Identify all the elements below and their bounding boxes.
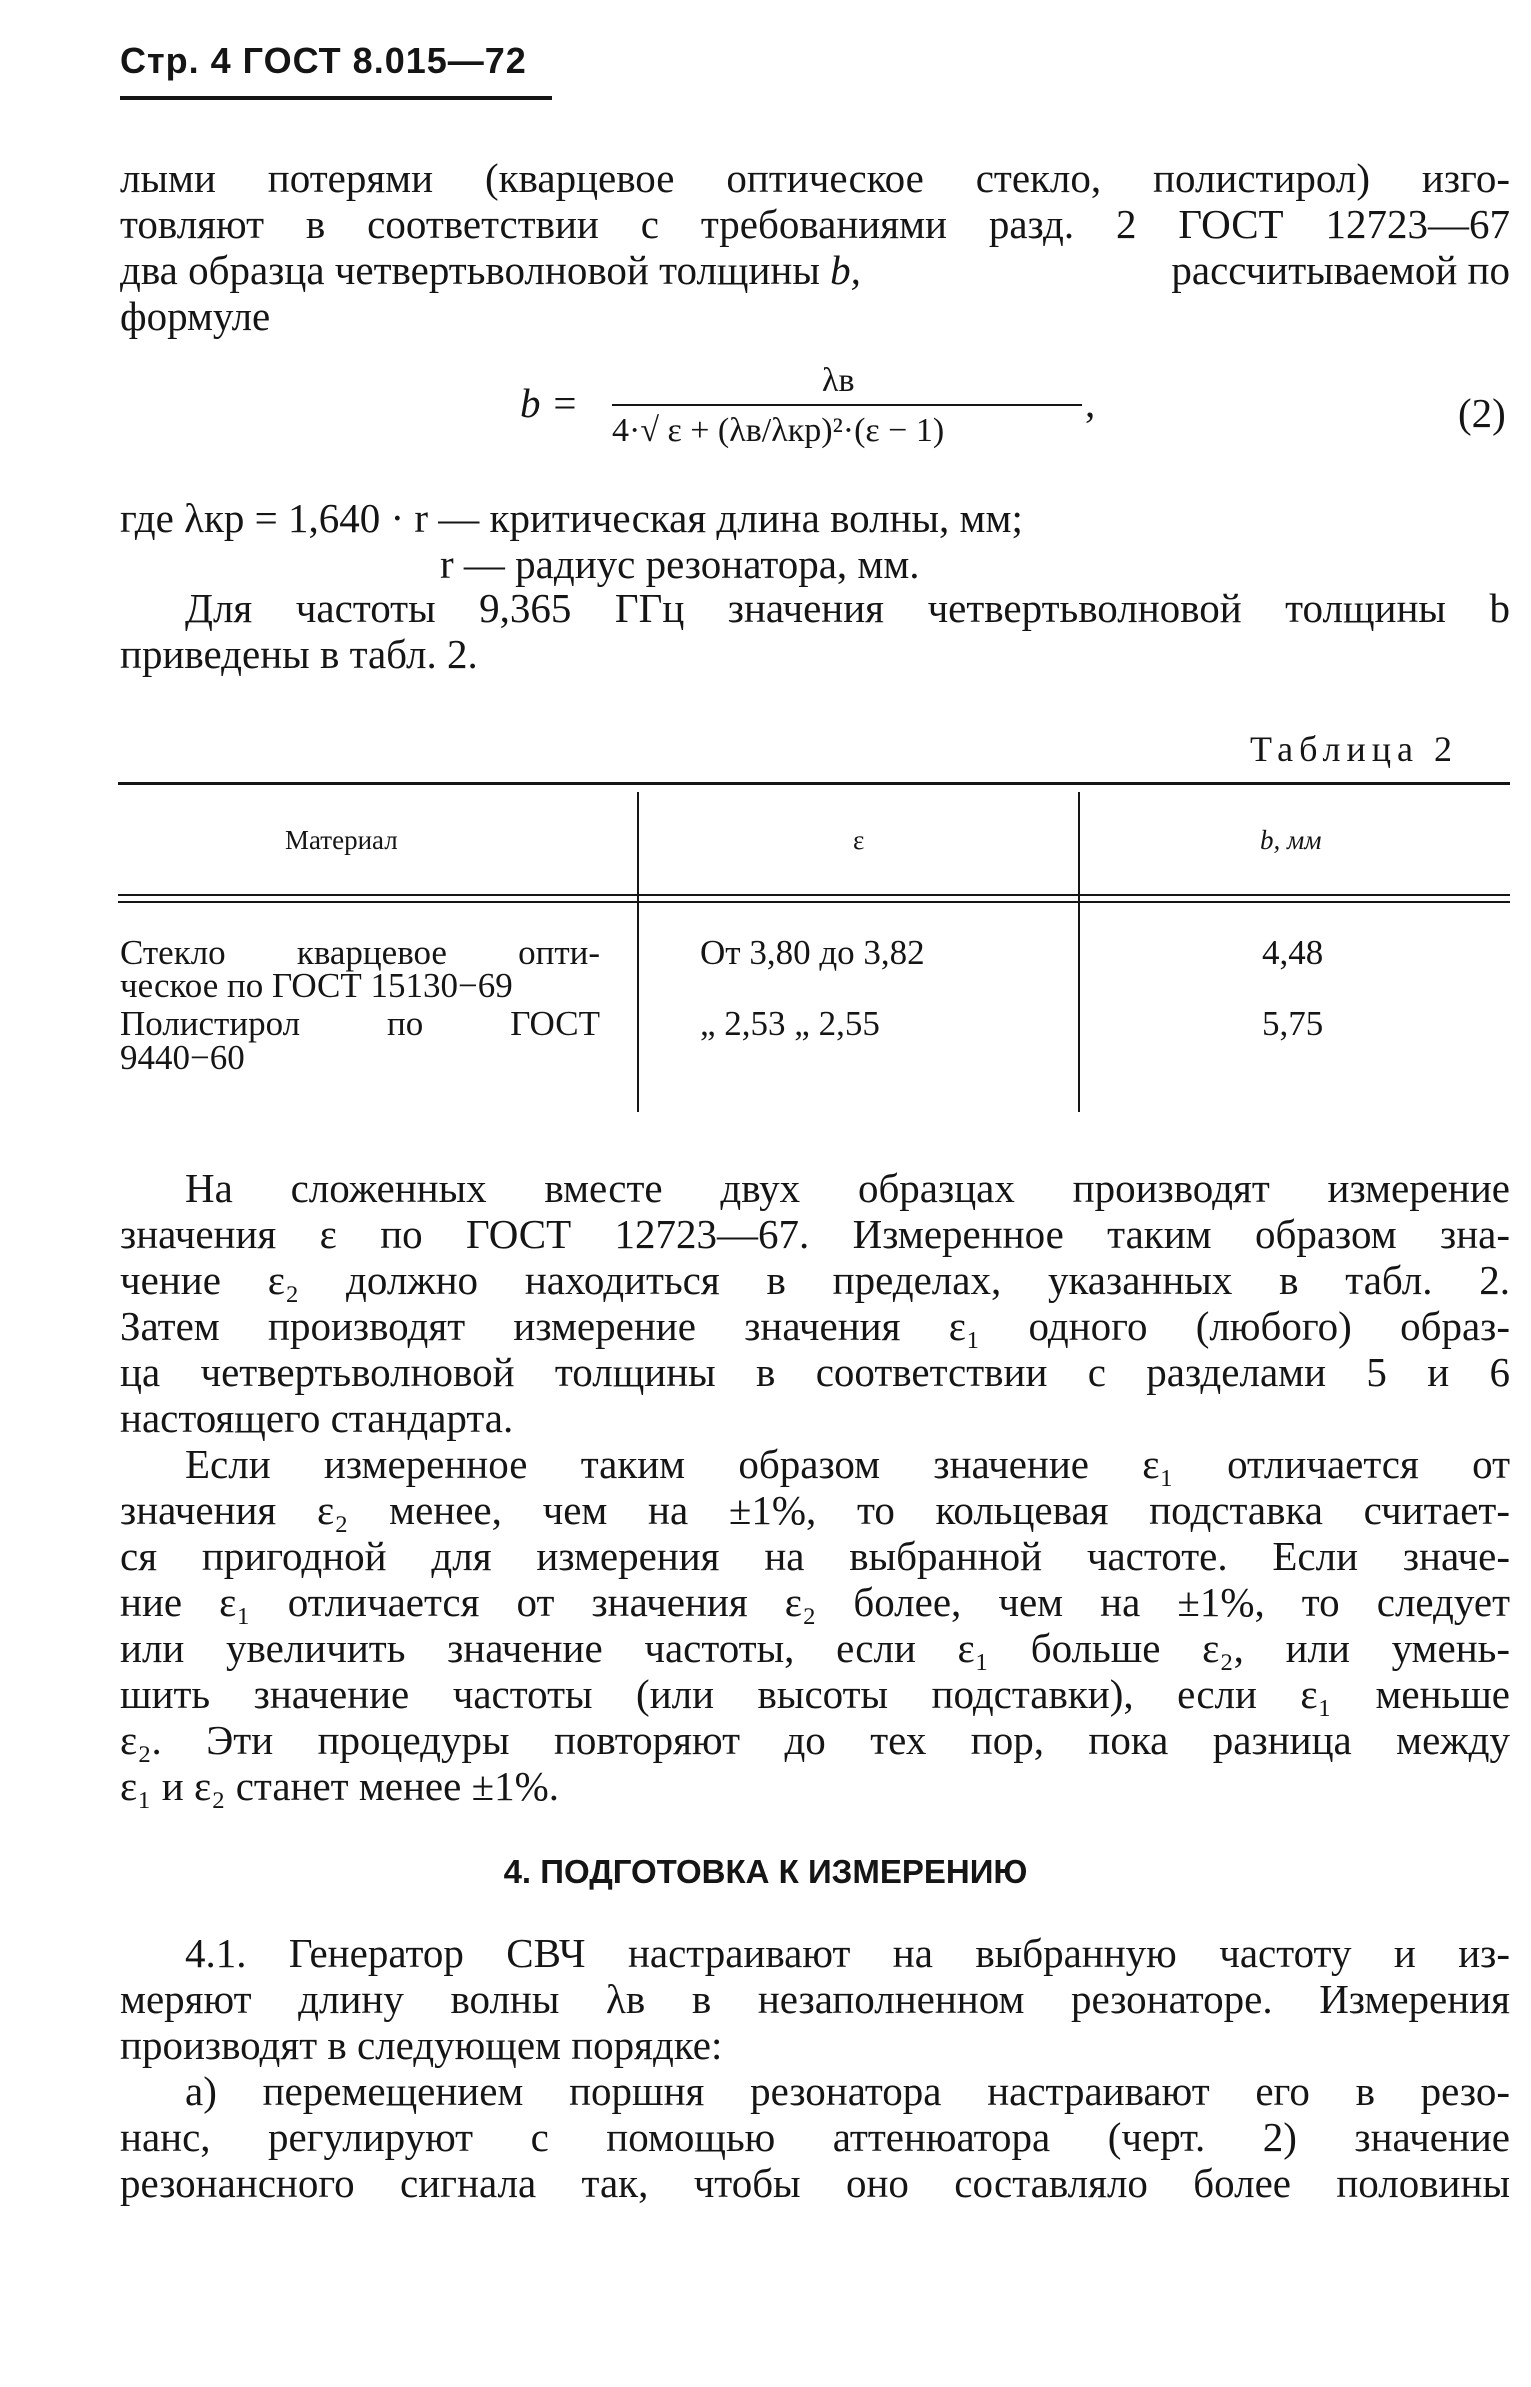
cell-material: 9440−60 bbox=[120, 1038, 245, 1077]
para-line: ся пригодной для измерения на выбранной частоте. Если значе- bbox=[120, 1533, 1510, 1579]
table-top-rule bbox=[118, 782, 1510, 785]
formula-denominator: 4·√ ε + (λв/λкр)²·(ε − 1) bbox=[612, 412, 945, 449]
cell-b: 5,75 bbox=[1262, 1004, 1324, 1043]
para-line: нанс, регулируют с помощью аттенюатора (черт. 2) значение bbox=[120, 2114, 1510, 2160]
para-line: значения ε₂ менее, чем на ±1%, то кольцевая подставка считает- bbox=[120, 1487, 1510, 1533]
section-heading: 4. ПОДГОТОВКА К ИЗМЕРЕНИЮ bbox=[503, 1853, 1028, 1890]
para-line: На сложенных вместе двух образцах производят измерение bbox=[185, 1165, 1510, 1211]
where-line: где λкр = 1,640 · r — критическая длина волны, мм; bbox=[120, 495, 1023, 541]
page-header: Стр. 4 ГОСТ 8.015—72 bbox=[120, 40, 527, 81]
para-line: приведены в табл. 2. bbox=[120, 631, 478, 677]
table-header-rule bbox=[118, 901, 1510, 903]
para-line: меряют длину волны λв в незаполненном резонаторе. Измерения bbox=[120, 1976, 1510, 2022]
formula-comma: , bbox=[1085, 380, 1096, 426]
cell-material: ческое по ГОСТ 15130−69 bbox=[120, 966, 513, 1005]
para-line: ца четвертьволновой толщины в соответствии с разделами 5 и 6 bbox=[120, 1349, 1510, 1395]
para-line: 4.1. Генератор СВЧ настраивают на выбранную частоту и из- bbox=[185, 1930, 1510, 1976]
formula-number: (2) bbox=[1458, 390, 1506, 436]
para-line: производят в следующем порядке: bbox=[120, 2022, 723, 2068]
formula-lhs: b = bbox=[520, 380, 579, 426]
intro-line: лыми потерями (кварцевое оптическое стекло, полистирол) изго- bbox=[120, 155, 1510, 201]
para-line: ε₁ и ε₂ станет менее ±1%. bbox=[120, 1763, 559, 1809]
cell-eps: „ 2,53 „ 2,55 bbox=[700, 1004, 880, 1043]
cell-b: 4,48 bbox=[1262, 933, 1324, 972]
fraction-bar bbox=[612, 404, 1082, 406]
para-line: значения ε по ГОСТ 12723—67. Измеренное таким образом зна- bbox=[120, 1211, 1510, 1257]
para-line: или увеличить значение частоты, если ε₁ больше ε₂, или умень- bbox=[120, 1625, 1510, 1671]
table-header-b: b, мм bbox=[1260, 825, 1322, 855]
para-line: шить значение частоты (или высоты подставки), если ε₁ меньше bbox=[120, 1671, 1510, 1717]
formula-numerator: λв bbox=[822, 362, 855, 399]
table-header-material: Материал bbox=[285, 825, 398, 855]
cell-material: Полистирол по ГОСТ bbox=[120, 1004, 600, 1043]
para-line: ε₂. Эти процедуры повторяют до тех пор, пока разница между bbox=[120, 1717, 1510, 1763]
para-line: резонансного сигнала так, чтобы оно составляло более половины bbox=[120, 2160, 1510, 2206]
table-column-divider bbox=[637, 792, 639, 1112]
para-line: а) перемещением поршня резонатора настраивают его в резо- bbox=[185, 2068, 1510, 2114]
table-column-divider bbox=[1078, 792, 1080, 1112]
table-header-rule bbox=[118, 894, 1510, 896]
intro-line: товляют в соответствии с требованиями разд. 2 ГОСТ 12723—67 bbox=[120, 201, 1510, 247]
where-line: r — радиус резонатора, мм. bbox=[440, 541, 920, 587]
header-rule bbox=[120, 96, 552, 100]
cell-eps: От 3,80 до 3,82 bbox=[700, 933, 925, 972]
intro-line: два образца четвертьволновой толщины b, рассчитываемой по bbox=[120, 247, 1510, 293]
para-line: Затем производят измерение значения ε₁ одного (любого) образ- bbox=[120, 1303, 1510, 1349]
intro-line: формуле bbox=[120, 293, 271, 339]
para-line: ние ε₁ отличается от значения ε₂ более, чем на ±1%, то следует bbox=[120, 1579, 1510, 1625]
para-line: настоящего стандарта. bbox=[120, 1395, 514, 1441]
para-line: Для частоты 9,365 ГГц значения четвертьволновой толщины b bbox=[185, 585, 1510, 631]
para-line: Если измеренное таким образом значение ε₁ отличается от bbox=[185, 1441, 1510, 1487]
cell-material: Стекло кварцевое опти- bbox=[120, 933, 600, 972]
table-caption: Таблица 2 bbox=[1250, 729, 1458, 769]
para-line: чение ε₂ должно находиться в пределах, указанных в табл. 2. bbox=[120, 1257, 1510, 1303]
table-header-eps: ε bbox=[853, 825, 865, 855]
